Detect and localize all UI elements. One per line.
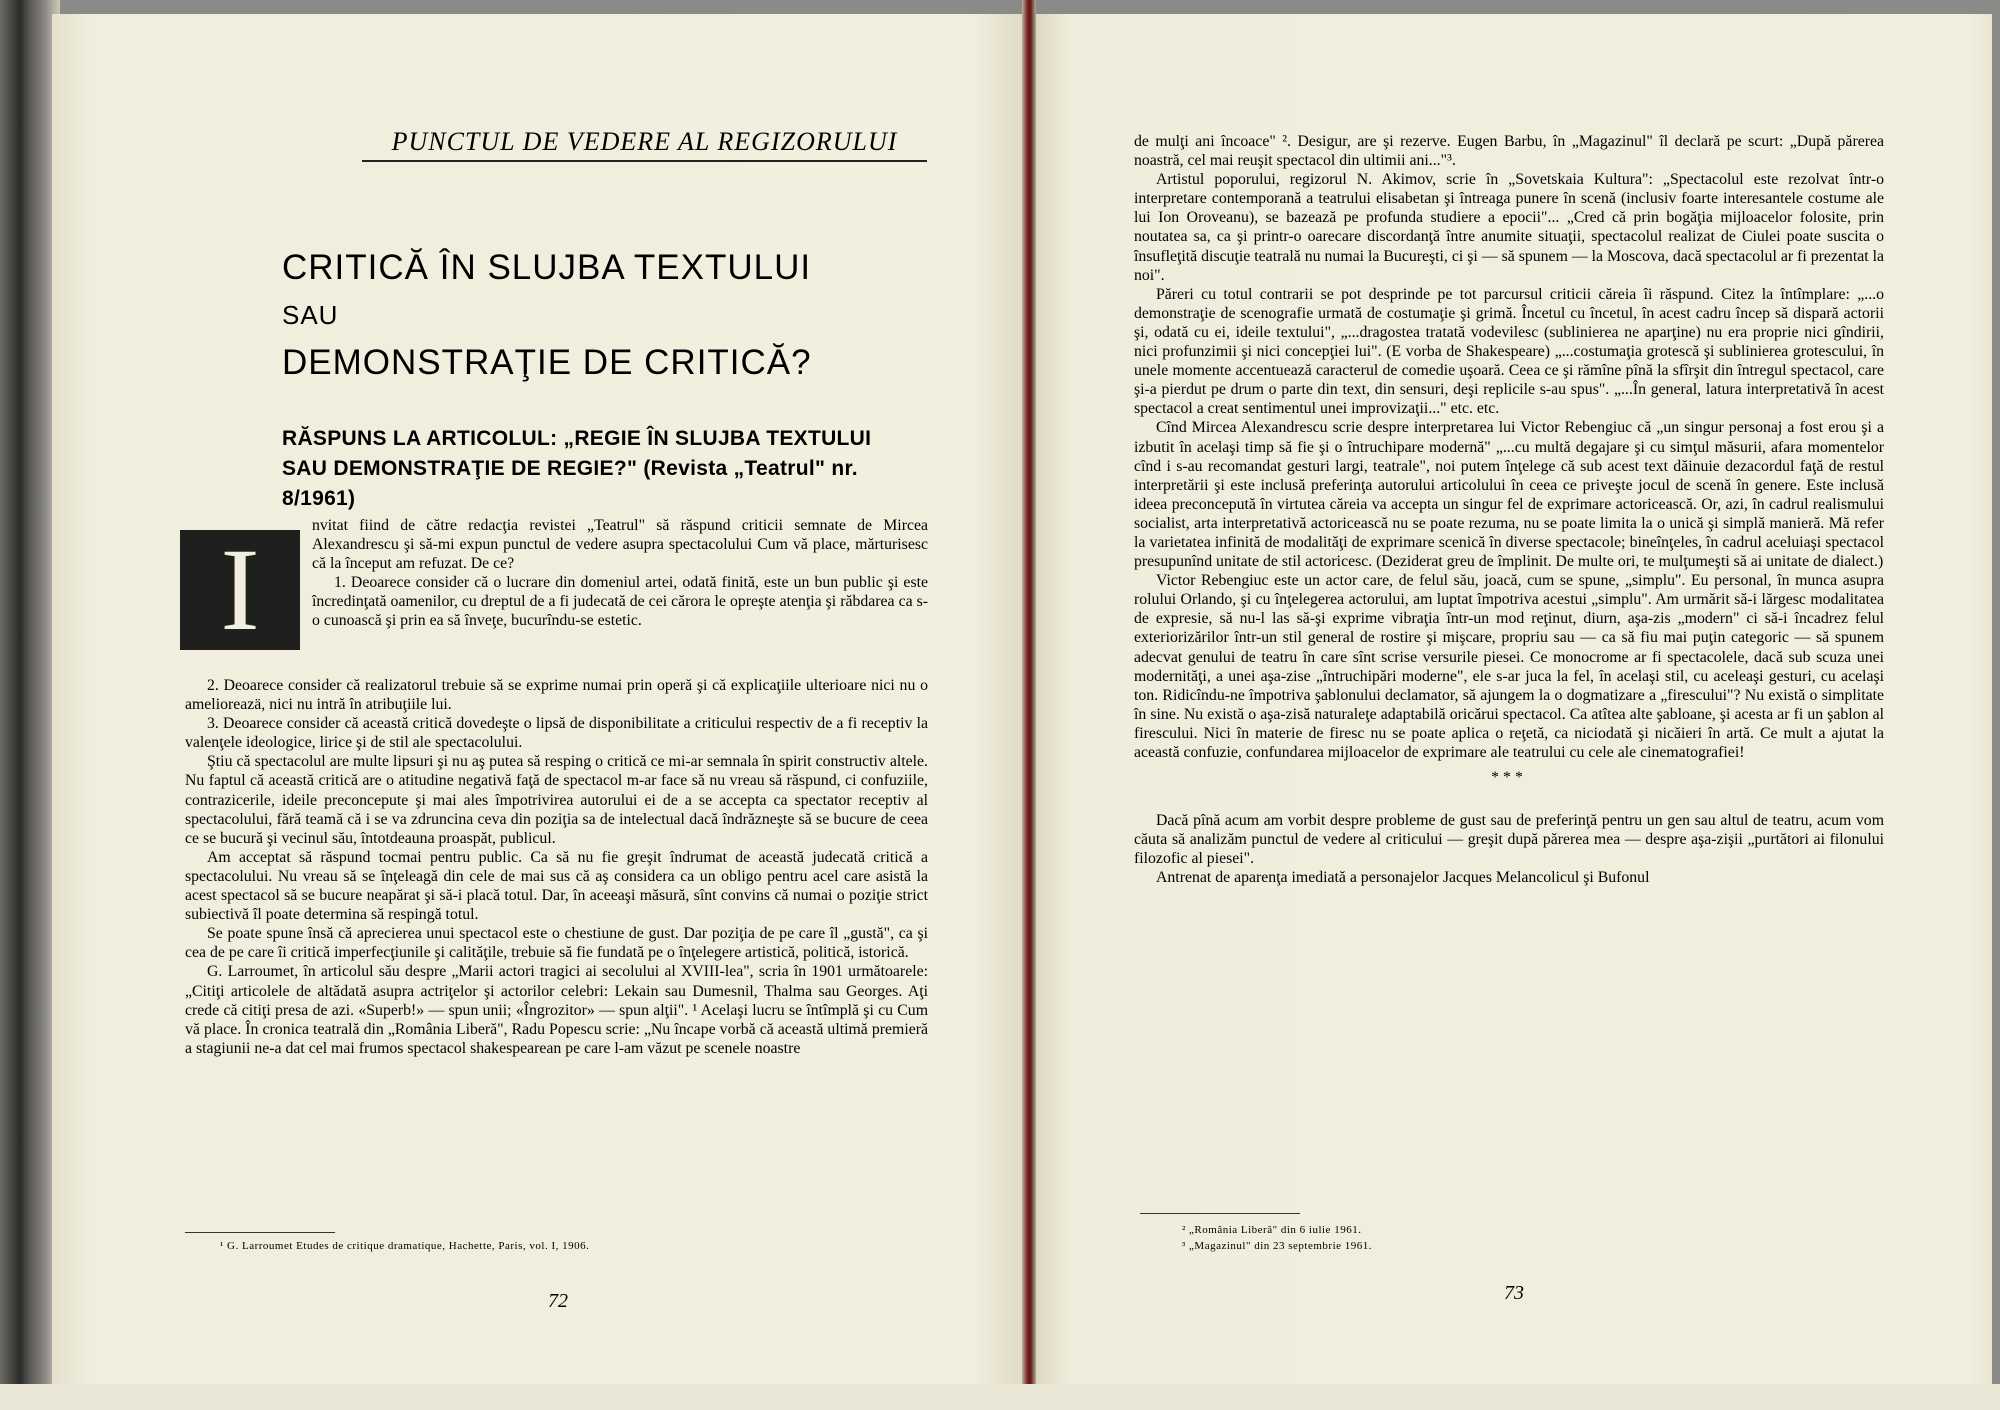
footnote-1: ¹ G. Larroumet Etudes de critique dramatique, Hachette, Paris, vol. I, 1906. [220,1240,590,1252]
intro-point-1: 1. Deoarece consider că o lucrare din domeniul artei, odată finită, este un bun public şi este încredinţată oamenilor, cu dreptul de a fi judecată de cei cărora le opreşte atenţia şi răbdarea ca s-o cunoască şi prin ea să înveţe, bucurîndu-se estetic. [312,574,928,629]
section-separator: *** [1491,769,1527,787]
footnote-3: ³ „Magazinul" din 23 septembrie 1961. [1182,1240,1373,1252]
article-title-line1: CRITICĂ ÎN SLUJBA TEXTULUI [282,248,812,287]
book-gutter [1022,0,1036,1410]
article-subtitle-line1: RĂSPUNS LA ARTICOLUL: „REGIE ÎN SLUJBA TEXTULUI [282,427,872,450]
footnotes-right [1182,1222,1682,1254]
paragraph: Victor Rebengiuc este un actor care, de felul său, joacă, cum se spune, „simplu". Eu personal, în munca asupra rolului Orlando, şi cu înţelegerea actorului, am luptat împotriva acestui „simplu". Am urmărit să-i lărgesc modalitatea de expresie, să nu-l las să-şi exprime vibraţia într-un mod reţinut, diurn, aşa-zis „modern" ci să-i încadrez felul exteriorizărilor într-un stil general de rostire şi mişcare, propriu sau — ca să fiu mai puţin categoric — să spunem adecvat genului de teatru în care sînt scrise versurile piesei. Ce monocrome ar fi spectacolele, dacă sub scuza unei modernităţi, a unei aşa-zise „întruchipări moderne", ele s-ar juca la fel, în acelaşi stil, cu aceleaşi gesturi, cu acelaşi ton. Ridicîndu-ne împotriva şablonului declamator, să ajungem la o dogmatizare a „firescului"? Nu există o simplitate în sine. Nu există o aşa-zisă naturaleţe adaptabilă oricărui spectacol. Ca atîtea alte şabloane, şi acesta ar fi un şablon al firescului. Nici în materie de firesc nu se poate aplica o reţetă, ca niciodată şi nicăieri în artă. Ce mult a ajutat la această confuzie, confundarea mijloacelor de exprimare ale teatrului cu cele ale cinematografiei! [1134,572,1884,761]
paragraph: Artistul poporului, regizorul N. Akimov, scrie în „Sovetskaia Kultura": „Spectacolul este rezolvat într-o interpretare contemporană a teatrului elisabetan şi întreaga punere în scenă (inclusiv foarte interesantele costume ale lui Ion Oroveanu), se bazează pe profunda studiere a epocii"... „Cred că prin bogăţia mijloacelor folosite, prin noutatea sa, ca şi printr-o oarecare discordanţă între anumite situaţii, spectacolul realizat de Ciulei poate suscita o însufleţită discuţie teatrală nu numai la Bucureşti, ci şi — să spunem — la Moscova, dacă spectacolul ar fi prezentat la noi". [1134,171,1884,284]
article-subtitle-line2: SAU DEMONSTRAŢIE DE REGIE?" (Revista „Teatrul" nr. 8/1961) [282,457,858,510]
paragraph: 3. Deoarece consider că această critică dovedeşte o lipsă de disponibilitate a criticului respectiv de a fi receptiv la valenţele ideologice, lirice şi de stil ale spectacolului. [185,715,928,752]
article-title-line3: DEMONSTRAŢIE DE CRITICĂ? [282,343,812,382]
intro-text [312,516,928,630]
paragraph: Se poate spune însă că aprecierea unui spectacol este o chestiune de gust. Dar poziţia de pe care îl „gustă", ca şi cea de pe care îi critică imperfecţiunile şi calităţile, trebuie să fie fundată pe o înţelegere artistică, politică, istorică. [185,925,928,962]
paragraph: G. Larroumet, în articolul său despre „Marii actori tragici ai secolului al XVIII-lea", scria în 1901 următoarele: „Citiţi articolele de altădată asupra actriţelor şi actorilor celebri: Lekain sau Dumesnil, Thalma sau Georges. Aţi crede că citiţi presa de azi. «Superb!» — spun unii; «Îngrozitor» — spun alţii". ¹ Acelaşi lucru se întîmplă şi cu Cum vă place. În cronica teatrală din „România Liberă", Radu Popescu scrie: „Nu încape vorbă că această ultimă premieră a stagiunii ne-a dat cel mai frumos spectacol shakespearean pe care l-am văzut pe scenele noastre [185,963,928,1057]
header-rule [362,160,927,162]
paragraph: Ştiu că spectacolul are multe lipsuri şi nu aş putea să resping o critică ce mi-ar semnala în spirit constructiv altele. Nu faptul că această critică are o atitudine negativă faţă de spectacol m-ar face să nu vreau să răspund, ci confuziile, contrazicerile, ideile preconcepute şi mai ales împotrivirea autorului ei de a se accepta ca spectator receptiv al spectacolului, fără teamă că i se va zdruncina ceva din poziţia sa de intelectual dacă îndrăzneşte să se bucure de ceea ce se bucură şi vecinul său, întotdeauna proaspăt, publicul. [185,753,928,847]
page-number-right: 73 [1504,1282,1524,1304]
right-body-text [1134,132,1884,888]
footnote-rule [185,1232,335,1233]
paragraph: de mulţi ani încoace" ². Desigur, are şi rezerve. Eugen Barbu, în „Magazinul" îl declară pe scurt: „După părerea noastră, cel mai reuşit spectacol din ultimii ani..."³. [1134,133,1884,170]
paragraph: Dacă pînă acum am vorbit despre probleme de gust sau de preferinţă pentru un gen sau altul de teatru, acum vom căuta să analizăm punctul de vedere al criticului — greşit după părerea mea — despre aşa-zişii „purtători ai filonului filozofic al piesei". [1134,812,1884,868]
paragraph: Cînd Mircea Alexandrescu scrie despre interpretarea lui Victor Rebengiuc că „un singur personaj a fost erou şi a izbutit în acelaşi timp să fie şi o întruchipare modernă" „...cu multă degajare şi cu simţul măsurii, afara momentelor cînd i s-au recomandat gesturi largi, teatrale", noi putem înţelege că sub acest text dăinuie dezacordul faţă de restul interpretării şi este inclusă preferinţa autorului articolului în ceea ce priveşte jocul de scenă în genere. Este inclusă ideea preconcepută în virtutea căreia va accepta un singur fel de exprimare actoricească. Or, azi, în cadrul realismului socialist, arta interpretativă actoricească nu se poate rezuma, nu se poate limita la o unică şi simplă manieră. Mă refer la varietatea infinită de modalităţi de exprimare scenică în diverse spectacole; bineînţeles, în cadrul aceluiaşi spectacol presupunînd unitate de stil actoricesc. (Deziderat greu de împlinit. De multe ori, te mulţumeşti să ai unitate de dialect.) [1134,419,1884,571]
drop-cap: I [180,530,300,650]
page-number-left: 72 [548,1290,568,1312]
book-binding-edge [0,0,60,1410]
running-head: PUNCTUL DE VEDERE AL REGIZORULUI [391,127,898,156]
paragraph: Am acceptat să răspund tocmai pentru public. Ca să nu fie greşit îndrumat de această judecată critică a spectacolului. Nu vreau să se înţeleagă din cele de mai sus că aş considera ca un obligo pentru acel care asistă la acest spectacol să se bucure neapărat şi să-i placă totul. Dar, în aceeaşi măsură, sînt convins că numai o poziţie strict subiectivă îl poate determina să respingă totul. [185,848,928,924]
book-bottom-edge [0,1384,2000,1410]
article-title-line2: SAU [282,300,339,330]
left-body-text [185,676,928,1058]
footnote-rule [1140,1213,1300,1214]
paragraph: Antrenat de aparenţa imediată a personajelor Jacques Melancolicul şi Bufonul [1156,869,1650,887]
paragraph: 2. Deoarece consider că realizatorul trebuie să se exprime numai prin operă şi că explicaţiile ulterioare nici nu o amelioreazä, nici nu intră în atribuţiile lui. [185,677,928,714]
intro-paragraph: nvitat fiind de către redacţia revistei „Teatrul" să răspund criticii semnate de Mircea Alexandrescu şi să-mi expun punctul de vedere asupra spectacolului Cum vă place, mărturisesc că la început am refuzat. De ce? [312,517,928,572]
paragraph: Păreri cu totul contrarii se pot desprinde pe tot parcursul criticii căreia îi răspund. Citez la întîmplare: „...o demonstraţie de scenografie urmată de costumaţie şi grimă. Încetul cu încetul, în acest cadru încep să dispară actorii şi, odată cu ei, ideile textului", „...dragostea tratată vodevilesc (sublinierea ne aparţine) nu era proprie nici gîndirii, nici profunzimii şi nici concepţiei lui". (E vorba de Shakespeare) „...costumaţia grotescă şi sublinierea grotescului, în unele momente accentuează caracterul de comedie uşoară. Ceea ce şi rămîne pînă la sfîrşit din întregul spectacol, care şi-a pierdut pe drum o parte din text, din sensuri, deşi replicile s-au spus". „...În general, latura interpretativă în acest spectacol a creat sentimentul unei improvizaţii..." etc. etc. [1134,285,1884,418]
footnote-2: ² „România Liberă" din 6 iulie 1961. [1182,1224,1362,1236]
